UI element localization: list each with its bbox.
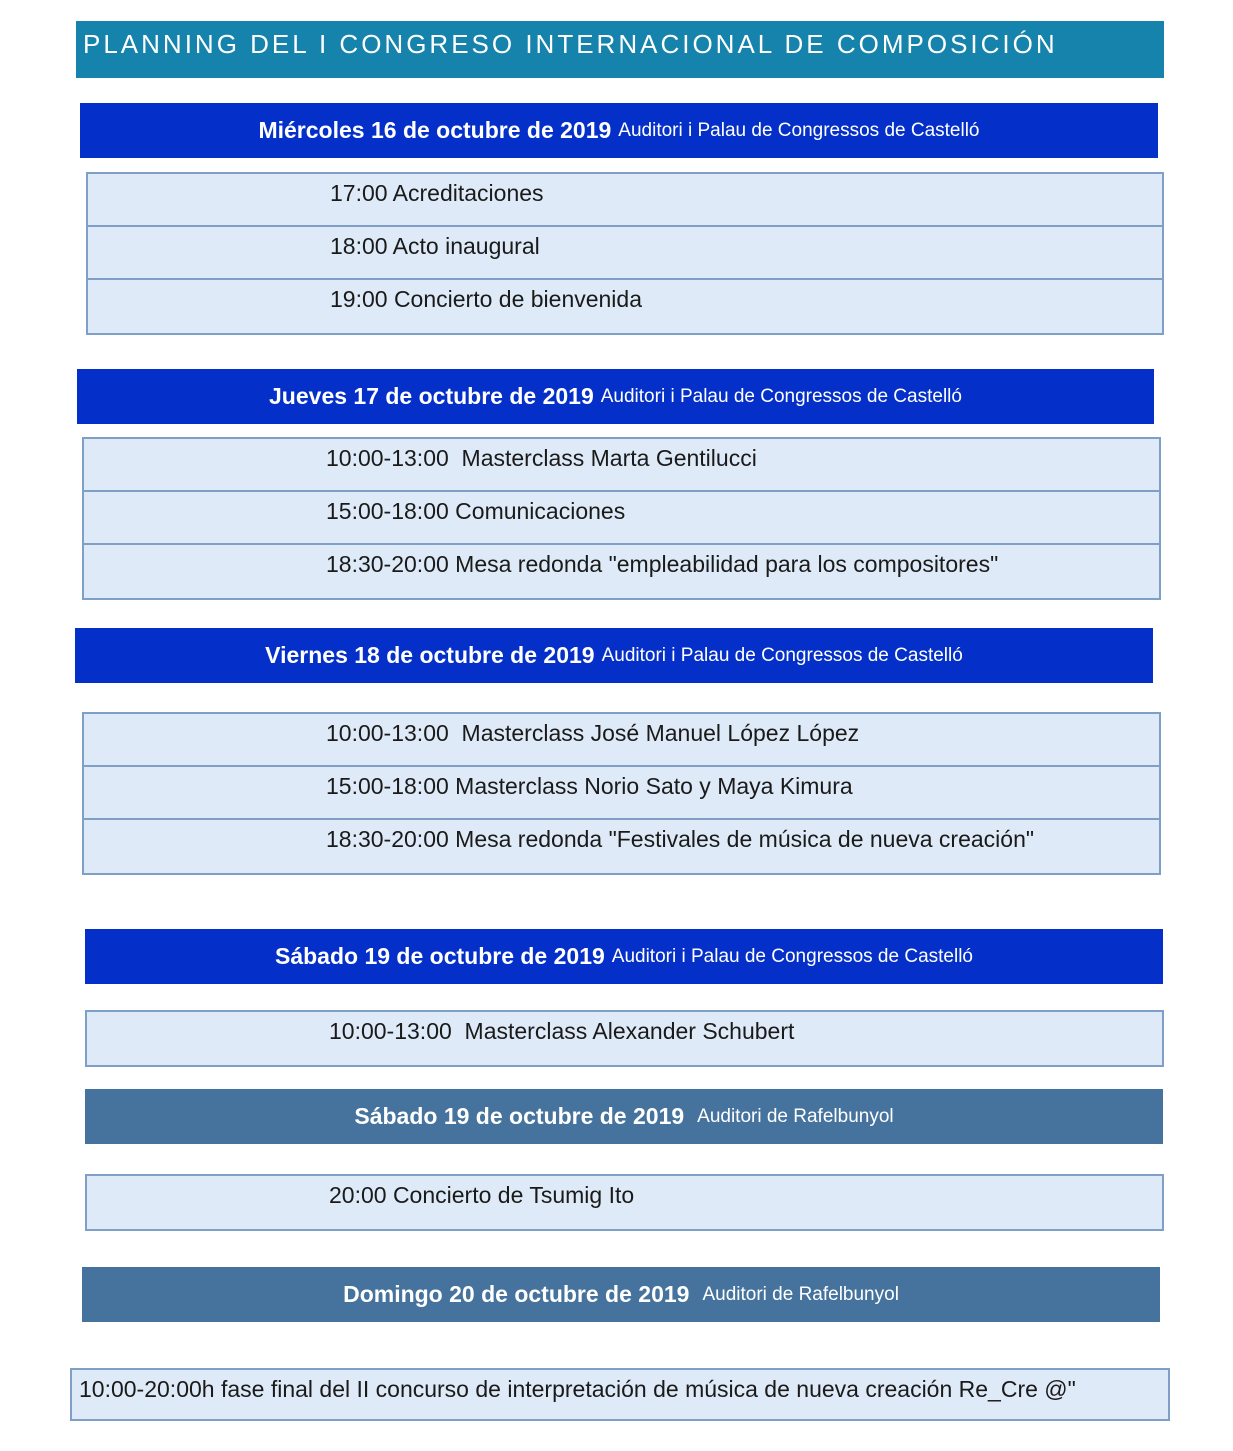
day-header-wednesday: [80, 103, 1158, 158]
day-header-thursday: [77, 369, 1154, 424]
day-date: Miércoles 16 de octubre de 2019: [258, 117, 612, 143]
schedule-saturday-rafelbunyol: [85, 1174, 1164, 1231]
list-item: 18:00 Acto inaugural: [88, 227, 1162, 280]
list-item: 19:00 Concierto de bienvenida: [330, 286, 643, 312]
schedule-thursday: [82, 437, 1161, 600]
day-date: Sábado 19 de octubre de 2019: [274, 943, 605, 969]
day-venue: Auditori de Rafelbunyol: [702, 1283, 899, 1305]
schedule-wednesday: [86, 172, 1164, 335]
page-title: [76, 21, 1164, 78]
list-item: 20:00 Concierto de Tsumig Ito: [329, 1182, 635, 1208]
day-venue: Auditori i Palau de Congressos de Castelló: [601, 644, 963, 666]
list-item: 10:00-13:00 Masterclass José Manuel López López: [84, 714, 1159, 767]
day-date: Jueves 17 de octubre de 2019: [269, 383, 594, 409]
day-header-friday: [75, 628, 1153, 683]
day-venue: Auditori de Rafelbunyol: [697, 1105, 894, 1127]
day-date: Viernes 18 de octubre de 2019: [265, 642, 595, 668]
list-item: 10:00-20:00h fase final del II concurso de interpretación de música de nueva creación Re_Cre @": [79, 1376, 1076, 1402]
day-venue: Auditori i Palau de Congressos de Castelló: [600, 385, 962, 407]
schedule-sunday: [70, 1368, 1170, 1421]
list-item: 10:00-13:00 Masterclass Marta Gentilucci: [84, 439, 1159, 492]
day-header-saturday-rafelbunyol: [85, 1089, 1163, 1144]
list-item: 18:30-20:00 Mesa redonda "Festivales de música de nueva creación": [326, 826, 1035, 852]
day-venue: Auditori i Palau de Congressos de Castelló: [618, 119, 980, 141]
day-header-sunday: [82, 1267, 1160, 1322]
list-item: 15:00-18:00 Masterclass Norio Sato y Maya Kimura: [84, 767, 1159, 820]
list-item: 18:30-20:00 Mesa redonda "empleabilidad para los compositores": [326, 551, 999, 577]
day-venue: Auditori i Palau de Congressos de Castelló: [611, 945, 973, 967]
page-title-text: PLANNING DEL I CONGRESO INTERNACIONAL DE COMPOSICIÓN: [83, 29, 1058, 59]
schedule-saturday-castello: [85, 1010, 1164, 1067]
day-date: Sábado 19 de octubre de 2019: [354, 1103, 685, 1129]
list-item: 10:00-13:00 Masterclass Alexander Schubert: [329, 1018, 795, 1044]
day-date: Domingo 20 de octubre de 2019: [343, 1281, 690, 1307]
list-item: 15:00-18:00 Comunicaciones: [84, 492, 1159, 545]
schedule-friday: [82, 712, 1161, 875]
list-item: 17:00 Acreditaciones: [88, 174, 1162, 227]
day-header-saturday-castello: [85, 929, 1163, 984]
